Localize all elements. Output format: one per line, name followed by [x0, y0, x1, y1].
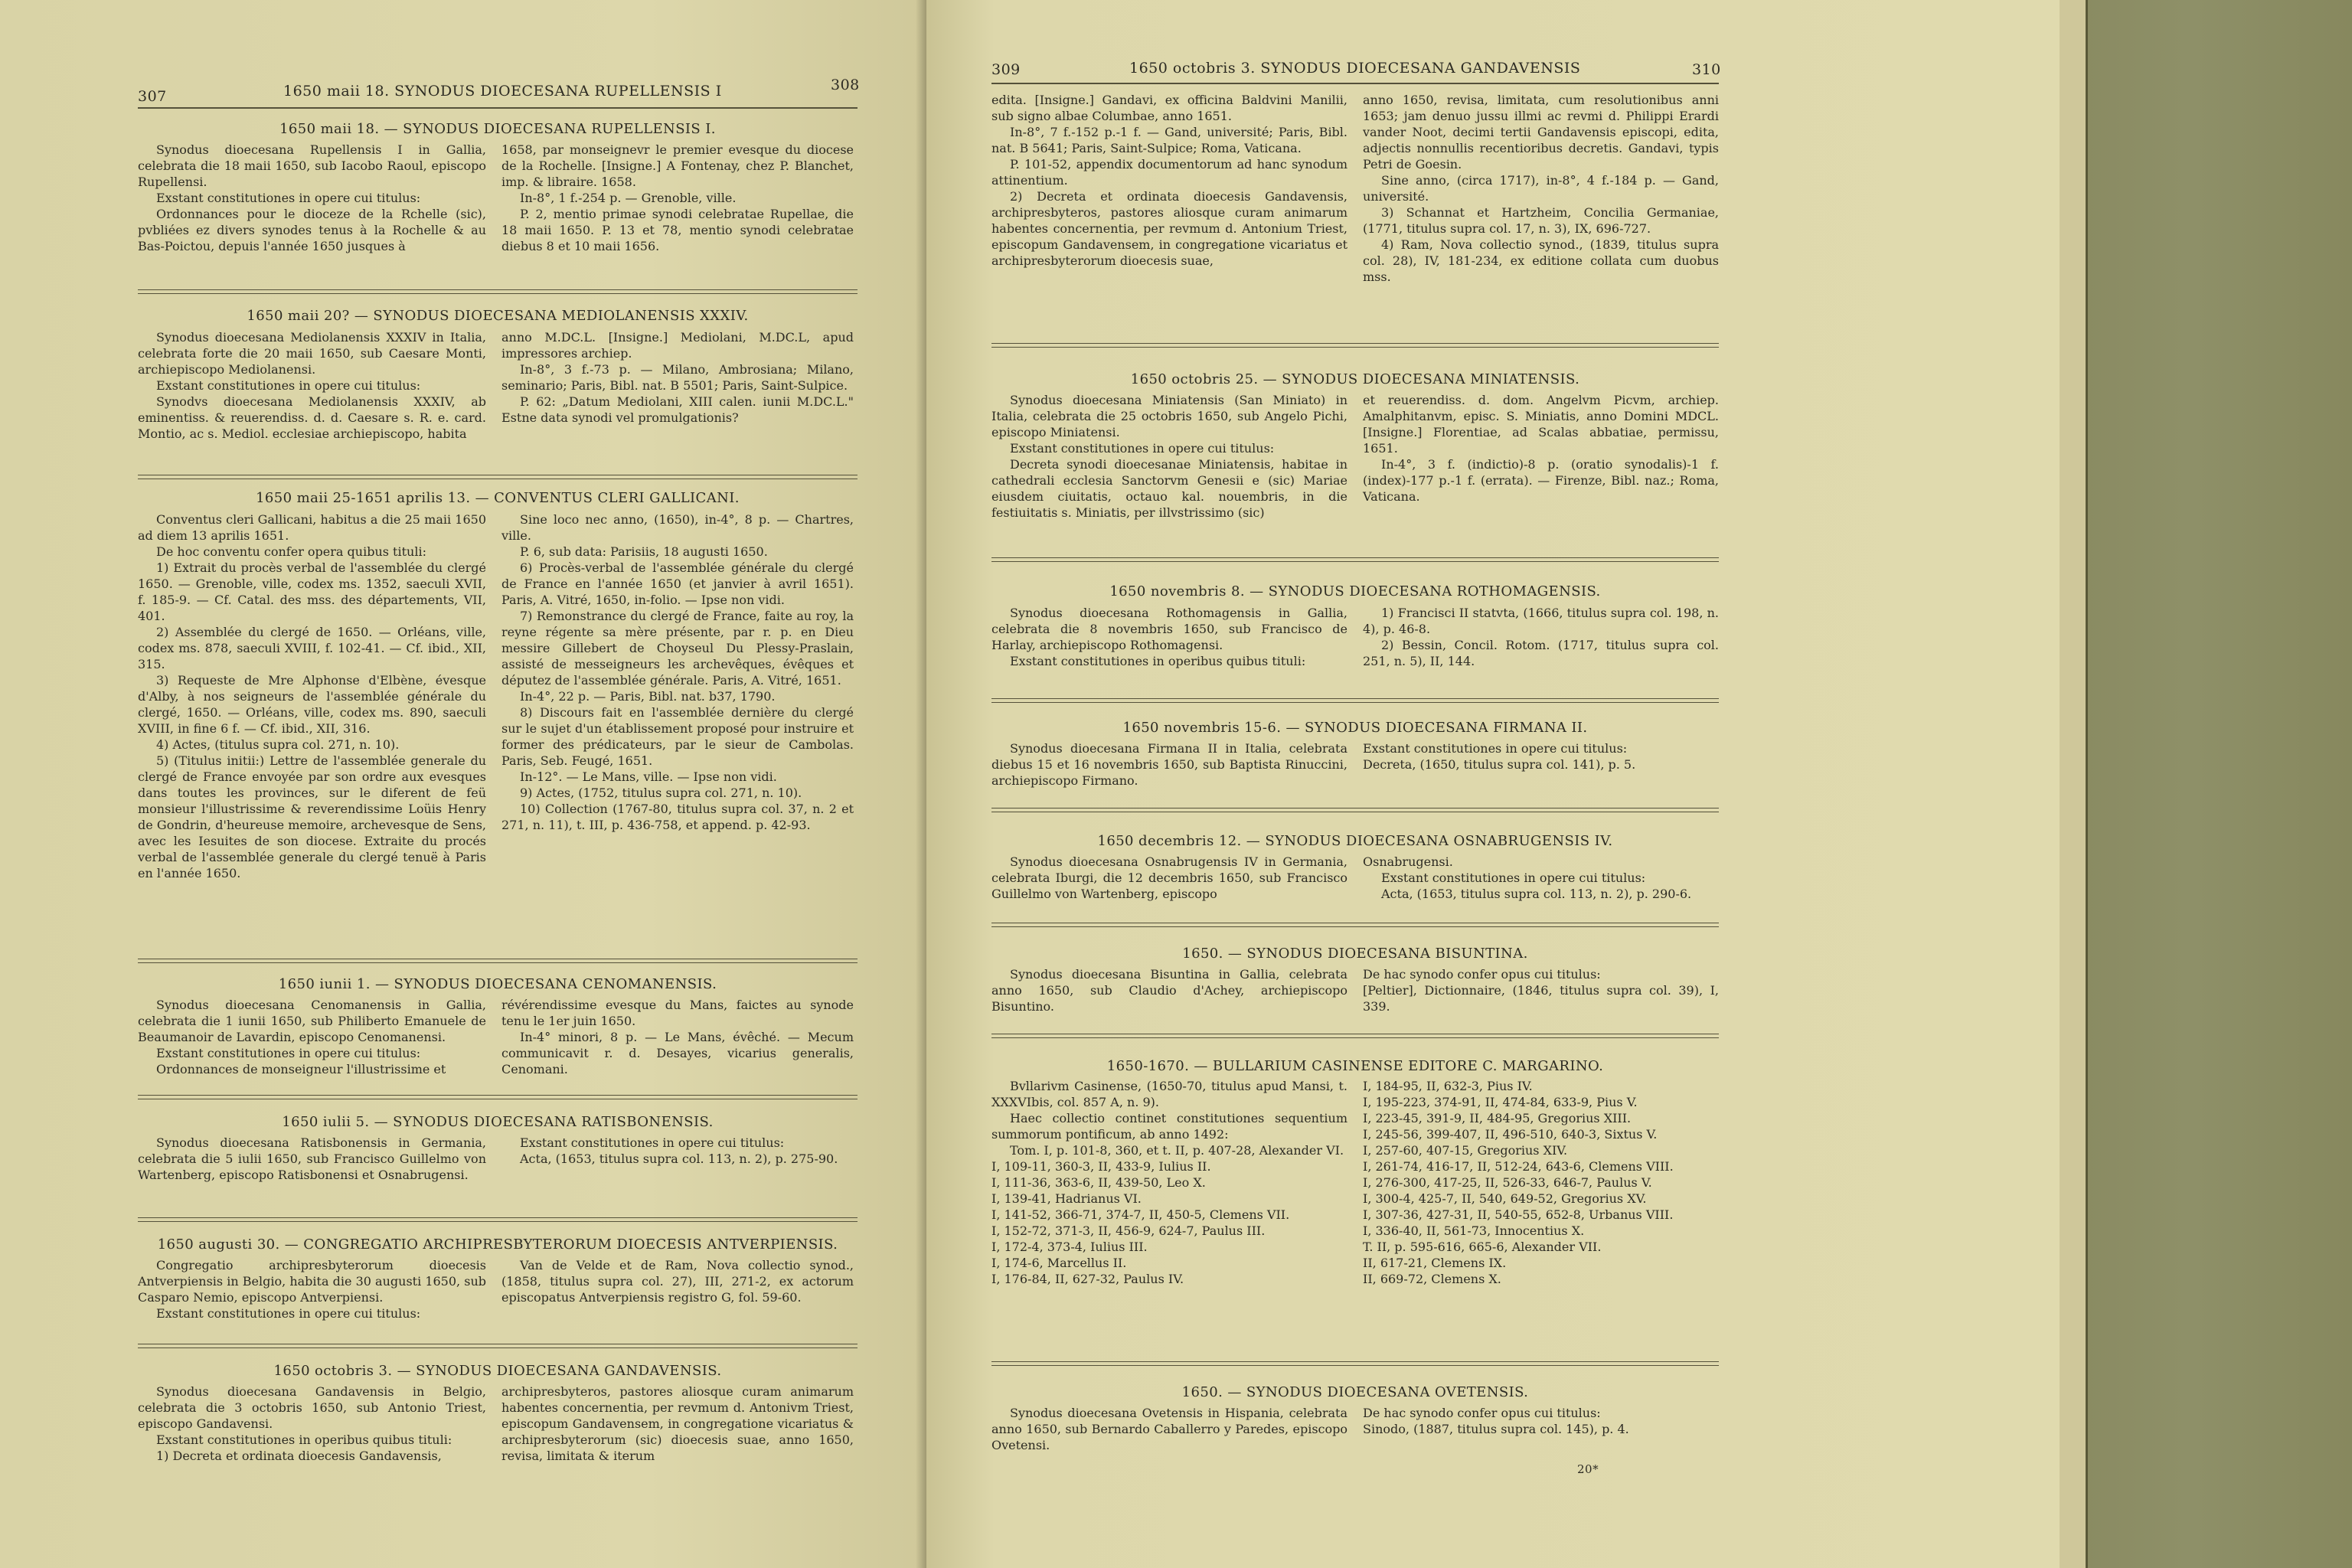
section-title: 1650 novembris 15-6. — SYNODUS DIOECESANA FIRMANA II.: [1122, 720, 1588, 736]
section-text-left: Synodus dioecesana Miniatensis (San Miniato) in Italia, celebrata die 25 octobris 1650, sub Angelo Pichi, episcopo Miniatensi. Exstant constitutiones in opere cui titulus: Decreta synodi dioecesanae Miniatensis, habitae in cathedrali ecclesia Sanctorvm Genesii e (sic) Mariae eiusdem ciuitatis, octauo kal. nouembris, in die festiuitatis s. Miniatis, per illvstrissimo (sic): [991, 393, 1348, 520]
divider: [991, 702, 1719, 703]
section-text-left: Conventus cleri Gallicani, habitus a die 25 maii 1650 ad diem 13 aprilis 1651. De hoc conventu confer opera quibus tituli: 1) Extrait du procès verbal de l'assemblée du clergé 1650. — Grenoble, ville, codex ms. 1352, saeculi XVII, f. 185-9. — Cf. Catal. des mss. des départements, VII, 401. 2) Assemblée du clergé de 1650. — Orléans, ville, codex ms. 878, saeculi XVIII, f. 102-41. — Cf. ibid., XII, 315. 3) Requeste de Mre Alphonse d'Elbène, évesque d'Alby, à nos seigneurs de l'assemblée générale du clergé, 1650. — Orléans, ville, codex ms. 890, saeculi XVIII, in fine 6 f. — Cf. ibid., XII, 316. 4) Actes, (titulus supra col. 271, n. 10). 5) (Titulus initii:) Lettre de l'assemblée generale du clergé de France envoyée par son ordre aux evesques dans toutes les provinces, sur le diferent de feü monsieur l'illustrissime & reverendissime Loüis Henry de Gondrin, d'heureuse memoire, archevesque de Sens, avec les Iesuites de son diocese. Extraite du procés verbal de l'assemblée generale du clergé tenuë à Paris en l'année 1650.: [138, 512, 486, 880]
section-text-right: anno M.DC.L. [Insigne.] Mediolani, M.DC.L, apud impressores archiep. In-8°, 3 f.-73 p. — Milano, Ambrosiana; Milano, seminario; Paris, Bibl. nat. B 5501; Paris, Saint-Sulpice. P. 62: „Datum Mediolani, XIII calen. iunii M.DC.L." Estne data synodi vel promulgationis?: [501, 330, 854, 425]
section-title: 1650 novembris 8. — SYNODUS DIOECESANA ROTHOMAGENSIS.: [1109, 583, 1601, 599]
divider: [991, 561, 1719, 562]
divider: [138, 962, 858, 963]
running-head: 1650 octobris 3. SYNODUS DIOECESANA GANDAVENSIS: [1129, 60, 1581, 77]
section-title: 1650. — SYNODUS DIOECESANA OVETENSIS.: [1181, 1384, 1529, 1400]
column-number-left: 309: [991, 61, 1021, 78]
section-text-left: Synodus dioecesana Mediolanensis XXXIV in Italia, celebrata forte die 20 maii 1650, sub Caesare Monti, archiepiscopo Mediolanensi. Exstant constitutiones in opere cui titulus: Synodvs dioecesana Mediolanensis XXXIV, ab eminentiss. & reuerendiss. d. d. Caesare s. R. e. card. Montio, ac s. Mediol. ecclesiae archiepiscopo, habita: [138, 330, 486, 441]
section-text-left: Synodus dioecesana Cenomanensis in Gallia, celebrata die 1 iunii 1650, sub Philiberto Emanuele de Beaumanoir de Lavardin, episcopo Cenomanensi. Exstant constitutiones in opere cui titulus: Ordonnances de monseigneur l'illustrissime et: [138, 998, 486, 1076]
header-rule: [138, 107, 858, 109]
divider: [991, 347, 1719, 348]
divider: [138, 1221, 858, 1222]
divider: [138, 289, 858, 290]
book-fore-edge: [2060, 0, 2088, 1568]
section-title: 1650 decembris 12. — SYNODUS DIOECESANA OSNABRUGENSIS IV.: [1097, 833, 1613, 849]
divider: [138, 293, 858, 294]
section-title: 1650 octobris 3. — SYNODUS DIOECESANA GANDAVENSIS.: [273, 1363, 722, 1379]
column-number-left: 307: [138, 88, 167, 105]
section-title: 1650 iulii 5. — SYNODUS DIOECESANA RATISBONENSIS.: [282, 1114, 714, 1130]
section-title: 1650. — SYNODUS DIOECESANA BISUNTINA.: [1182, 946, 1528, 962]
section-text-left: Synodus dioecesana Ratisbonensis in Germania, celebrata die 5 iulii 1650, sub Francisco Guillelmo von Wartenberg, episcopo Ratisbonensi et Osnabrugensi.: [138, 1135, 486, 1182]
divider: [991, 926, 1719, 927]
section-text-left: Bvllarivm Casinense, (1650-70, titulus apud Mansi, t. XXXVIbis, col. 857 A, n. 9). Haec collectio continet constitutiones sequentium summorum pontificum, ab anno 1492: Tom. I, p. 101-8, 360, et t. II, p. 407-28, Alexander VI. I, 109-11, 360-3, II, 433-9, Iulius II. I, 111-36, 363-6, II, 439-50, Leo X. I, 139-41, Hadrianus VI. I, 141-52, 366-71, 374-7, II, 450-5, Clemens VII. I, 152-72, 371-3, II, 456-9, 624-7, Paulus III. I, 172-4, 373-4, Iulius III. I, 174-6, Marcellus II. I, 176-84, II, 627-32, Paulus IV.: [991, 1079, 1348, 1286]
section-text-left: edita. [Insigne.] Gandavi, ex officina Baldvini Manilii, sub signo albae Columbae, anno 1651. In-8°, 7 f.-152 p.-1 f. — Gand, université; Paris, Bibl. nat. B 5641; Paris, Saint-Sulpice; Roma, Vaticana. P. 101-52, appendix documentorum ad hanc synodum attinentium. 2) Decreta et ordinata dioecesis Gandavensis, archipresbyteros, pastores aliosque curam animarum habentes concernentia, per revmum d. Antonium Triest, episcopum Gandavensem, in congregatione vicariatus et archipresbyterorum dioecesis suae,: [991, 93, 1348, 268]
section-text-right: I, 184-95, II, 632-3, Pius IV. I, 195-223, 374-91, II, 474-84, 633-9, Pius V. I, 223-45, 391-9, II, 484-95, Gregorius XIII. I, 245-56, 399-407, II, 496-510, 640-3, Sixtus V. I, 257-60, 407-15, Gregorius XIV. I, 261-74, 416-17, II, 512-24, 643-6, Clemens VIII. I, 276-300, 417-25, II, 526-33, 646-7, Paulus V. I, 300-4, 425-7, II, 540, 649-52, Gregorius XV. I, 307-36, 427-31, II, 540-55, 652-8, Urbanus VIII. I, 336-40, II, 561-73, Innocentius X. T. II, p. 595-616, 665-6, Alexander VII. II, 617-21, Clemens IX. II, 669-72, Clemens X.: [1363, 1079, 1674, 1286]
divider: [991, 1037, 1719, 1038]
section-text-left: Congregatio archipresbyterorum dioecesis Antverpiensis in Belgio, habita die 30 augusti 1650, sub Casparo Nemio, episcopo Antverpiensi. Exstant constitutiones in opere cui titulus:: [138, 1258, 486, 1321]
section-text-right: De hac synodo confer opus cui titulus: [Peltier], Dictionnaire, (1846, titulus supra col. 39), I, 339.: [1363, 967, 1719, 1014]
section-text-right: révérendissime evesque du Mans, faictes au synode tenu le 1er juin 1650. In-4° minori, 8 p. — Le Mans, évêché. — Mecum communicavit r. d. Desayes, vicarius generalis, Cenomani.: [501, 998, 854, 1076]
section-text-left: Synodus dioecesana Bisuntina in Gallia, celebrata anno 1650, sub Claudio d'Achey, archiepiscopo Bisuntino.: [991, 967, 1348, 1014]
divider: [991, 557, 1719, 558]
running-head: 1650 maii 18. SYNODUS DIOECESANA RUPELLENSIS I: [283, 83, 722, 100]
section-text-right: 1) Francisci II statvta, (1666, titulus supra col. 198, n. 4), p. 46-8. 2) Bessin, Concil. Rotom. (1717, titulus supra col. 251, n. 5), II, 144.: [1363, 606, 1719, 668]
section-text-right: 1658, par monseignevr le premier evesque du diocese de la Rochelle. [Insigne.] A Fontenay, chez P. Blanchet, imp. & libraire. 1658. In-8°, 1 f.-254 p. — Grenoble, ville. P. 2, mentio primae synodi celebratae Rupellae, die 18 maii 1650. P. 13 et 78, mentio synodi celebratae diebus 8 et 10 maii 1656.: [501, 142, 854, 253]
divider: [991, 698, 1719, 699]
section-title: 1650-1670. — BULLARIUM CASINENSE EDITORE C. MARGARINO.: [1106, 1058, 1604, 1074]
section-title: 1650 maii 25-1651 aprilis 13. — CONVENTUS CLERI GALLICANI.: [256, 490, 740, 506]
section-text-right: Osnabrugensi. Exstant constitutiones in opere cui titulus: Acta, (1653, titulus supra col. 113, n. 2), p. 290-6.: [1363, 854, 1692, 901]
table-surface: [2082, 0, 2352, 1568]
section-text-right: De hac synodo confer opus cui titulus: Sinodo, (1887, titulus supra col. 145), p. 4.: [1363, 1406, 1629, 1436]
section-title: 1650 maii 20? — SYNODUS DIOECESANA MEDIOLANENSIS XXXIV.: [247, 308, 749, 324]
divider: [991, 1365, 1719, 1366]
section-text-right: Sine loco nec anno, (1650), in-4°, 8 p. — Chartres, ville. P. 6, sub data: Parisiis, 18 augusti 1650. 6) Procès-verbal de l'assemblée générale du clergé de France en l'année 1650 (et janvier à avril 1651). Paris, A. Vitré, 1650, in-folio. — Ipse non vidi. 7) Remonstrance du clergé de France, faite au roy, la reyne régente sa mère présente, par r. p. en Dieu messire Gillebert de Choyseul Du Plessy-Praslain, assisté de messeigneurs les archevêques, évêques et députez de l'assemblée générale. Paris, A. Vitré, 1651. In-4°, 22 p. — Paris, Bibl. nat. b37, 1790. 8) Discours fait en l'assemblée dernière du clergé sur le sujet d'un établissement proposé pour instruire et former des prédicateurs, par le sieur de Cambolas. Paris, Seb. Feugé, 1651. In-12°. — Le Mans, ville. — Ipse non vidi. 9) Actes, (1752, titulus supra col. 271, n. 10). 10) Collection (1767-80, titulus supra col. 37, n. 2 et 271, n. 11), t. III, p. 436-758, et append. p. 42-93.: [501, 512, 854, 832]
section-text-right: et reuerendiss. d. dom. Angelvm Picvm, archiep. Amalphitanvm, episc. S. Miniatis, anno Domini MDCL. [Insigne.] Florentiae, ad Scalas abbatiae, permissu, 1651. In-4°, 3 f. (indictio)-8 p. (oratio synodalis)-1 f. (index)-177 p.-1 f. (errata). — Firenze, Bibl. naz.; Roma, Vaticana.: [1363, 393, 1719, 504]
signature-mark: 20*: [1577, 1462, 1599, 1476]
header-rule: [991, 83, 1719, 84]
divider: [138, 1217, 858, 1218]
column-number-right: 308: [831, 77, 860, 93]
section-text-right: Exstant constitutiones in opere cui titulus: Acta, (1653, titulus supra col. 113, n. 2), p. 275-90.: [520, 1135, 838, 1166]
divider: [138, 1095, 858, 1096]
column-number-right: 310: [1692, 61, 1721, 78]
divider: [991, 1361, 1719, 1362]
section-title: 1650 octobris 25. — SYNODUS DIOECESANA MINIATENSIS.: [1130, 371, 1580, 387]
left-page: [0, 0, 926, 1568]
divider: [991, 343, 1719, 344]
section-title: 1650 maii 18. — SYNODUS DIOECESANA RUPELLENSIS I.: [279, 121, 716, 137]
section-text-left: Synodus dioecesana Ovetensis in Hispania, celebrata anno 1650, sub Bernardo Caballerro y Paredes, episcopo Ovetensi.: [991, 1406, 1348, 1452]
section-text-left: Synodus dioecesana Rothomagensis in Gallia, celebrata die 8 novembris 1650, sub Francisco de Harlay, archiepiscopo Rothomagensi. Exstant constitutiones in operibus quibus tituli:: [991, 606, 1348, 668]
section-title: 1650 augusti 30. — CONGREGATIO ARCHIPRESBYTERORUM DIOECESIS ANTVERPIENSIS.: [157, 1236, 838, 1253]
section-text-right: Van de Velde et de Ram, Nova collectio synod., (1858, titulus supra col. 27), III, 271-2, ex actorum episcopatus Antverpiensis registro G, fol. 59-60.: [501, 1258, 854, 1305]
right-page: [926, 0, 2060, 1568]
section-text-right: archipresbyteros, pastores aliosque curam animarum habentes concernentia, per revmum d. Antonivm Triest, episcopum Gandavensem, in congregatione vicariatus & archipresbyterorum (sic) dioecesis suae, anno 1650, revisa, limitata & iterum: [501, 1384, 854, 1463]
section-text-right: anno 1650, revisa, limitata, cum resolutionibus anni 1653; jam denuo jussu illmi ac revmi d. Philippi Erardi vander Noot, decimi tertii Gandavensis episcopi, edita, adjectis nonnullis recentioribus decretis. Gandavi, typis Petri de Goesin. Sine anno, (circa 1717), in-8°, 4 f.-184 p. — Gand, université. 3) Schannat et Hartzheim, Concilia Germaniae, (1771, titulus supra col. 17, n. 3), IX, 696-727. 4) Ram, Nova collectio synod., (1839, titulus supra col. 28), IV, 181-234, ex editione collata cum duobus mss.: [1363, 93, 1719, 284]
section-text-left: Synodus dioecesana Firmana II in Italia, celebrata diebus 15 et 16 novembris 1650, sub Baptista Rinuccini, archiepiscopo Firmano.: [991, 741, 1348, 788]
section-text-left: Synodus dioecesana Osnabrugensis IV in Germania, celebrata Iburgi, die 12 decembris 1650, sub Francisco Guillelmo von Wartenberg, episcopo: [991, 854, 1348, 901]
section-title: 1650 iunii 1. — SYNODUS DIOECESANA CENOMANENSIS.: [278, 976, 717, 992]
section-text-left: Synodus dioecesana Rupellensis I in Gallia, celebrata die 18 maii 1650, sub Iacobo Raoul, episcopo Rupellensi. Exstant constitutiones in opere cui titulus: Ordonnances pour le dioceze de la Rchelle (sic), pvbliées ez divers synodes tenus à la Rochelle & au Bas-Poictou, depuis l'année 1650 jusques à: [138, 142, 486, 253]
section-text-left: Synodus dioecesana Gandavensis in Belgio, celebrata die 3 octobris 1650, sub Antonio Triest, episcopo Gandavensi. Exstant constitutiones in operibus quibus tituli: 1) Decreta et ordinata dioecesis Gandavensis,: [138, 1384, 486, 1463]
section-text-right: Exstant constitutiones in opere cui titulus: Decreta, (1650, titulus supra col. 141), p. 5.: [1363, 741, 1636, 772]
